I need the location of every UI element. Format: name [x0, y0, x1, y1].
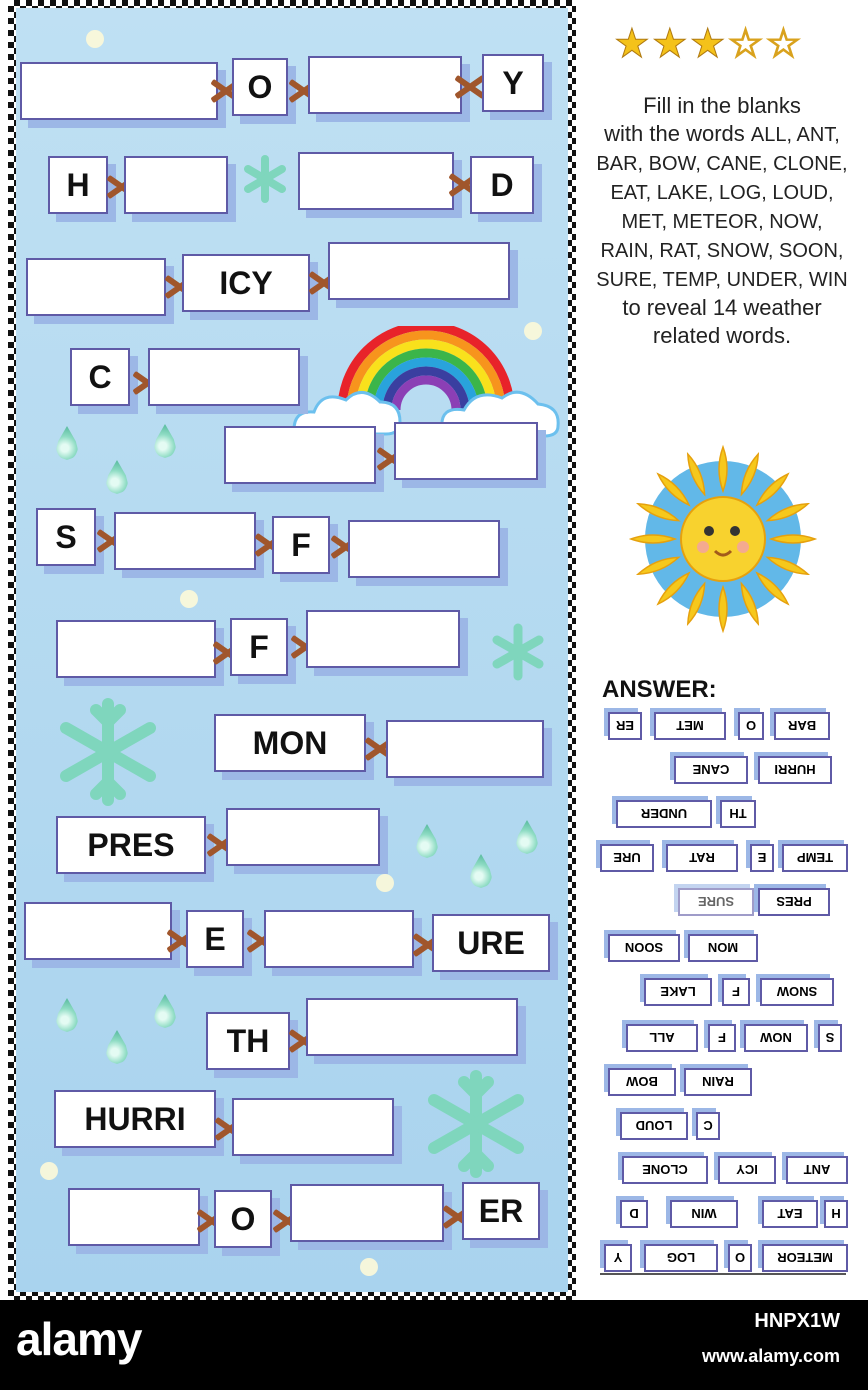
instructions-line2: with the words — [604, 121, 745, 146]
footer-bar — [0, 1300, 868, 1390]
instructions-line1: Fill in the blanks — [643, 93, 801, 118]
answer-tile: WIN — [670, 1200, 738, 1228]
snowflake-large-icon — [52, 696, 164, 808]
answer-row — [600, 710, 848, 740]
answer-tile: TH — [720, 800, 756, 828]
answer-tile: RAIN — [684, 1068, 752, 1096]
blank-tile[interactable] — [114, 512, 256, 570]
letter-tile: D — [470, 156, 534, 214]
snow-dot — [376, 874, 394, 892]
answer-row — [600, 1154, 848, 1184]
answer-tile: O — [738, 712, 764, 740]
blank-tile[interactable] — [264, 910, 414, 968]
blank-tile[interactable] — [224, 426, 376, 484]
letter-tile: Y — [482, 54, 544, 112]
answer-row — [600, 886, 848, 916]
answer-tile: MET — [654, 712, 726, 740]
snow-dot — [180, 590, 198, 608]
raindrop-icon — [56, 998, 78, 1032]
answer-tile: ER — [608, 712, 642, 740]
letter-tile: F — [230, 618, 288, 676]
snowflake-icon — [488, 622, 548, 682]
letter-tile: C — [70, 348, 130, 406]
answer-tile: URE — [600, 844, 654, 872]
answer-tile: O — [728, 1244, 752, 1272]
answer-tile: ALL — [626, 1024, 698, 1052]
letter-tile: F — [272, 516, 330, 574]
answer-tile: EAT — [762, 1200, 818, 1228]
answer-tile: CANE — [674, 756, 748, 784]
raindrop-icon — [470, 854, 492, 888]
snowflake-icon — [240, 154, 290, 204]
letter-tile: O — [232, 58, 288, 116]
answer-tile: LOUD — [620, 1112, 688, 1140]
answer-tile: ICY — [718, 1156, 776, 1184]
blank-tile[interactable] — [306, 998, 518, 1056]
answer-tile: F — [722, 978, 750, 1006]
blank-tile[interactable] — [226, 808, 380, 866]
letter-tile: URE — [432, 914, 550, 972]
blank-tile[interactable] — [232, 1098, 394, 1156]
divider — [600, 1273, 846, 1275]
word-list: ALL, ANT, BAR, BOW, CANE, CLONE, EAT, LAKE, LOG, LOUD, MET, METEOR, NOW, RAIN, RAT, SNOW, SOON, SURE, TEMP, UNDER, WIN — [596, 124, 848, 291]
blank-tile[interactable] — [298, 152, 454, 210]
answer-tile: RAT — [666, 844, 738, 872]
answer-row — [600, 1022, 848, 1052]
answer-tile: C — [696, 1112, 720, 1140]
answer-tile: S — [818, 1024, 842, 1052]
answer-row — [600, 842, 848, 872]
letter-tile: O — [214, 1190, 272, 1248]
snow-dot — [360, 1258, 378, 1276]
answer-tile: CLONE — [622, 1156, 708, 1184]
letter-tile: MON — [214, 714, 366, 772]
letter-tile: TH — [206, 1012, 290, 1070]
answer-tile: HURRI — [758, 756, 832, 784]
answer-tile: TEMP — [782, 844, 848, 872]
letter-tile: ICY — [182, 254, 310, 312]
star-filled-icon: ★ — [651, 22, 688, 66]
raindrop-icon — [154, 424, 176, 458]
answer-row — [600, 754, 848, 784]
snowflake-large-icon — [420, 1068, 532, 1180]
letter-tile: HURRI — [54, 1090, 216, 1148]
instructions — [594, 92, 850, 350]
answer-tile: D — [620, 1200, 648, 1228]
blank-tile[interactable] — [26, 258, 166, 316]
image-code: HNPX1W — [754, 1310, 840, 1332]
answer-tile: Y — [604, 1244, 632, 1272]
letter-tile: E — [186, 910, 244, 968]
answer-tile: E — [750, 844, 774, 872]
brand-logo: alamy — [16, 1313, 142, 1365]
answer-tile: SNOW — [760, 978, 834, 1006]
blank-tile[interactable] — [124, 156, 228, 214]
blank-tile[interactable] — [290, 1184, 444, 1242]
raindrop-icon — [416, 824, 438, 858]
blank-tile[interactable] — [20, 62, 218, 120]
answer-tile: SOON — [608, 934, 680, 962]
raindrop-icon — [154, 994, 176, 1028]
answer-tile: ANT — [786, 1156, 848, 1184]
blank-tile[interactable] — [386, 720, 544, 778]
blank-tile[interactable] — [394, 422, 538, 480]
raindrop-icon — [106, 1030, 128, 1064]
answer-tile: NOW — [744, 1024, 808, 1052]
blank-tile[interactable] — [56, 620, 216, 678]
letter-tile: PRES — [56, 816, 206, 874]
answer-tile: F — [708, 1024, 736, 1052]
snow-dot — [86, 30, 104, 48]
letter-tile: S — [36, 508, 96, 566]
letter-tile: ER — [462, 1182, 540, 1240]
raindrop-icon — [56, 426, 78, 460]
snow-dot — [40, 1162, 58, 1180]
answer-row — [600, 976, 848, 1006]
answer-tile: SURE — [678, 888, 754, 916]
site-url[interactable]: www.alamy.com — [701, 1346, 840, 1366]
answer-tile: METEOR — [762, 1244, 848, 1272]
star-empty-icon: ☆ — [765, 22, 802, 66]
blank-tile[interactable] — [308, 56, 462, 114]
answer-tile: LOG — [644, 1244, 718, 1272]
answer-row — [600, 1198, 848, 1228]
blank-tile[interactable] — [306, 610, 460, 668]
blank-tile[interactable] — [348, 520, 500, 578]
answer-row — [600, 932, 848, 962]
answer-tile: BOW — [608, 1068, 676, 1096]
answer-heading: ANSWER: — [602, 676, 717, 703]
raindrop-icon — [516, 820, 538, 854]
answer-tile: UNDER — [616, 800, 712, 828]
answer-row — [600, 1110, 848, 1140]
answer-row — [600, 798, 848, 828]
answer-tile: BAR — [774, 712, 830, 740]
star-filled-icon: ★ — [689, 22, 726, 66]
answer-tile: H — [824, 1200, 848, 1228]
instructions-line3: to reveal 14 weather related words. — [622, 295, 822, 348]
answer-row — [600, 1066, 848, 1096]
puzzle-board — [8, 0, 576, 1300]
answer-tile: PRES — [758, 888, 830, 916]
difficulty-rating — [614, 24, 801, 64]
raindrop-icon — [106, 460, 128, 494]
answer-row — [600, 1242, 848, 1272]
star-filled-icon: ★ — [614, 22, 650, 66]
blank-tile[interactable] — [148, 348, 300, 406]
sun-icon — [624, 440, 822, 638]
letter-tile: H — [48, 156, 108, 214]
blank-tile[interactable] — [328, 242, 510, 300]
blank-tile[interactable] — [68, 1188, 200, 1246]
answer-key — [600, 710, 848, 1274]
star-empty-icon: ☆ — [727, 22, 764, 66]
answer-tile: LAKE — [644, 978, 712, 1006]
blank-tile[interactable] — [24, 902, 172, 960]
answer-tile: MON — [688, 934, 758, 962]
